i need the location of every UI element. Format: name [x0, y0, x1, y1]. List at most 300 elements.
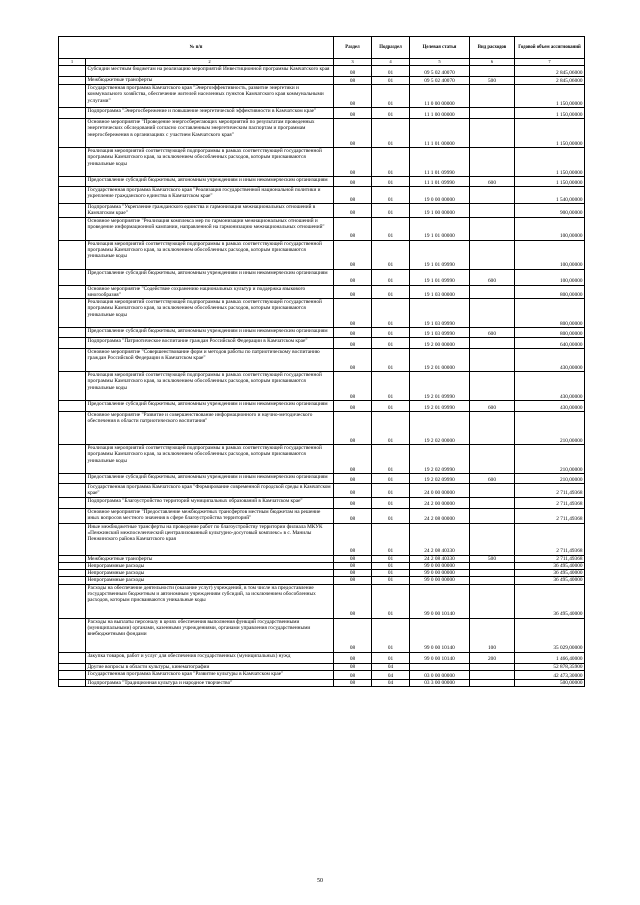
table-row: [59, 679, 585, 686]
table-row: [59, 349, 585, 372]
row-vid-cell: 600: [470, 328, 515, 338]
row-amount-cell: 430,00000: [515, 401, 585, 412]
row-target-cell: 11 1 00 00000: [410, 108, 470, 119]
row-podrazdel-cell: 01: [372, 372, 410, 401]
row-podrazdel-cell: 01: [372, 562, 410, 569]
row-amount-cell: 1 540,00000: [515, 187, 585, 204]
row-podrazdel-cell: 04: [372, 679, 410, 686]
row-target-cell: 19 1 03 09990: [410, 299, 470, 328]
row-vid-cell: [470, 285, 515, 299]
row-vid-cell: [470, 670, 515, 679]
table-row: [59, 119, 585, 148]
row-amount-cell: 36 495,40000: [515, 562, 585, 569]
row-razdel-cell: 08: [334, 204, 372, 218]
row-podrazdel-cell: 01: [372, 217, 410, 240]
row-target-cell: 19 1 03 09990: [410, 328, 470, 338]
row-target-cell: 09 5 02 40070: [410, 77, 470, 85]
row-target-cell: 19 1 00 00000: [410, 204, 470, 218]
row-razdel-cell: 08: [334, 177, 372, 187]
row-name-cell: Основное мероприятие "Проведение энергосберегающих мероприятий по результатам проведенных энергетических обследований согласно составленным энергетическим паспортам и программам энергосбережения в организациях с участием Камчатского края": [86, 119, 334, 148]
row-amount-cell: 1 150,00000: [515, 119, 585, 148]
row-name-cell: Непрограммные расходы: [86, 577, 334, 584]
row-number-cell: [59, 652, 86, 663]
row-target-cell: 19 1 01 00000: [410, 217, 470, 240]
row-target-cell: 11 0 00 00000: [410, 85, 470, 108]
row-vid-cell: [470, 148, 515, 177]
row-podrazdel-cell: 01: [372, 269, 410, 285]
header-razdel: Раздел: [334, 37, 372, 59]
table-row: [59, 445, 585, 474]
table-row: [59, 187, 585, 204]
row-razdel-cell: 08: [334, 652, 372, 663]
row-podrazdel-cell: 04: [372, 670, 410, 679]
row-target-cell: 99 0 00 10140: [410, 652, 470, 663]
row-number-cell: [59, 204, 86, 218]
row-number-cell: [59, 679, 86, 686]
row-podrazdel-cell: 01: [372, 338, 410, 349]
row-number-cell: [59, 148, 86, 177]
row-number-cell: [59, 474, 86, 484]
row-target-cell: 99 0 00 10140: [410, 618, 470, 652]
row-razdel-cell: 08: [334, 670, 372, 679]
row-razdel-cell: 08: [334, 108, 372, 119]
column-number: 2: [86, 59, 334, 66]
row-amount-cell: 36 495,40000: [515, 570, 585, 577]
row-name-cell: Государственная программа Камчатского края "Энергоэффективность, развитие энергетики и коммунального хозяйства, обеспечение жителей населенных пунктов Камчатского края коммунальными услугами": [86, 85, 334, 108]
row-podrazdel-cell: 01: [372, 570, 410, 577]
row-amount-cell: 100,00000: [515, 217, 585, 240]
row-name-cell: Государственная программа Камчатского края "Реализация государственной национальной политики и укрепление гражданского единства в Камчатском крае": [86, 187, 334, 204]
header-vid: Вид расходов: [470, 37, 515, 59]
table-row: [59, 663, 585, 670]
row-amount-cell: 2 711,49368: [515, 555, 585, 562]
row-vid-cell: [470, 349, 515, 372]
row-number-cell: [59, 570, 86, 577]
row-amount-cell: 2 845,06000: [515, 77, 585, 85]
row-name-cell: Реализация мероприятий соответствующей подпрограммы в рамках соответствующей государственной программы Камчатского края, за исключением обособленных расходов, которым присваиваются уникальные коды: [86, 299, 334, 328]
row-amount-cell: 100,00000: [515, 240, 585, 269]
row-target-cell: 19 1 03 00000: [410, 285, 470, 299]
page-number: 50: [317, 878, 323, 884]
row-number-cell: [59, 372, 86, 401]
table-row: [59, 338, 585, 349]
row-podrazdel-cell: 01: [372, 66, 410, 77]
row-razdel-cell: 08: [334, 474, 372, 484]
row-number-cell: [59, 618, 86, 652]
row-podrazdel-cell: 01: [372, 299, 410, 328]
row-podrazdel-cell: 01: [372, 401, 410, 412]
row-vid-cell: [470, 299, 515, 328]
row-podrazdel-cell: 01: [372, 77, 410, 85]
row-amount-cell: 210,00000: [515, 412, 585, 445]
row-razdel-cell: 08: [334, 562, 372, 569]
row-name-cell: Межбюджетные трансферты: [86, 77, 334, 85]
row-razdel-cell: 08: [334, 584, 372, 618]
row-name-cell: Подпрограмма "Энергосбережение и повышение энергетической эффективности в Камчатском крае": [86, 108, 334, 119]
row-podrazdel-cell: 01: [372, 497, 410, 508]
row-target-cell: 11 1 01 09990: [410, 177, 470, 187]
row-amount-cell: 35 029,00000: [515, 618, 585, 652]
column-number: 5: [410, 59, 470, 66]
row-amount-cell: 36 495,40000: [515, 584, 585, 618]
column-number: 7: [515, 59, 585, 66]
row-target-cell: 19 0 00 00000: [410, 187, 470, 204]
table-row: [59, 584, 585, 618]
table-row: [59, 77, 585, 85]
row-target-cell: 03 0 00 00000: [410, 670, 470, 679]
column-number: 4: [372, 59, 410, 66]
table-row: [59, 285, 585, 299]
row-name-cell: Закупка товаров, работ и услуг для обеспечения государственных (муниципальных) нужд: [86, 652, 334, 663]
table-row: [59, 555, 585, 562]
row-name-cell: Подпрограмма "Укрепление гражданского единства и гармонизация межнациональных отношений в Камчатском крае": [86, 204, 334, 218]
row-target-cell: 19 1 01 09990: [410, 240, 470, 269]
column-number: 3: [334, 59, 372, 66]
row-amount-cell: 800,00000: [515, 285, 585, 299]
row-target-cell: 03 3 00 00000: [410, 679, 470, 686]
row-amount-cell: 500,00000: [515, 679, 585, 686]
row-number-cell: [59, 240, 86, 269]
row-vid-cell: [470, 412, 515, 445]
row-target-cell: 24 2 00 00000: [410, 497, 470, 508]
row-target-cell: 09 5 02 40070: [410, 66, 470, 77]
row-name-cell: Реализация мероприятий соответствующей подпрограммы в рамках соответствующей государственной программы Камчатского края, за исключением обособленных расходов, которым присваиваются уникальные коды: [86, 240, 334, 269]
row-number-cell: [59, 555, 86, 562]
row-number-cell: [59, 508, 86, 523]
header-target: Целевая статья: [410, 37, 470, 59]
row-amount-cell: 2 711,49368: [515, 484, 585, 498]
row-target-cell: 24 2 08 40330: [410, 523, 470, 555]
row-podrazdel-cell: 01: [372, 349, 410, 372]
row-amount-cell: 100,00000: [515, 269, 585, 285]
row-vid-cell: [470, 562, 515, 569]
row-number-cell: [59, 85, 86, 108]
row-vid-cell: [470, 484, 515, 498]
table-row: [59, 570, 585, 577]
row-target-cell: 19 2 00 00000: [410, 338, 470, 349]
header-name: № п/п: [59, 37, 334, 59]
row-target-cell: 24 2 08 40330: [410, 555, 470, 562]
row-vid-cell: [470, 570, 515, 577]
row-razdel-cell: 08: [334, 508, 372, 523]
row-amount-cell: 2 845,06000: [515, 66, 585, 77]
row-vid-cell: 600: [470, 474, 515, 484]
row-target-cell: 99 0 00 00000: [410, 570, 470, 577]
budget-table: [58, 36, 585, 687]
row-name-cell: Государственная программа Камчатского края "Развитие культуры в Камчатском крае": [86, 670, 334, 679]
row-number-cell: [59, 108, 86, 119]
row-number-cell: [59, 412, 86, 445]
row-podrazdel-cell: 04: [372, 663, 410, 670]
row-podrazdel-cell: 01: [372, 204, 410, 218]
row-name-cell: Расходы на выплаты персоналу в целях обеспечения выполнения функций государственными (муниципальными) органами, казенными учреждениями, органами управления государственными внебюджетными фондами: [86, 618, 334, 652]
row-vid-cell: [470, 217, 515, 240]
table-row: [59, 484, 585, 498]
row-name-cell: Другие вопросы в области культуры, кинематографии: [86, 663, 334, 670]
row-vid-cell: [470, 497, 515, 508]
row-amount-cell: 2 711,49368: [515, 497, 585, 508]
row-vid-cell: [470, 584, 515, 618]
table-row: [59, 66, 585, 77]
table-row: [59, 670, 585, 679]
row-podrazdel-cell: 01: [372, 108, 410, 119]
row-vid-cell: [470, 508, 515, 523]
row-name-cell: Государственная программа Камчатского края "Формирование современной городской среды в Камчатском крае": [86, 484, 334, 498]
row-target-cell: 99 0 00 00000: [410, 562, 470, 569]
row-number-cell: [59, 663, 86, 670]
row-vid-cell: [470, 523, 515, 555]
row-vid-cell: [470, 338, 515, 349]
row-amount-cell: 1 150,00000: [515, 148, 585, 177]
row-razdel-cell: 08: [334, 349, 372, 372]
row-name-cell: Предоставление субсидий бюджетным, автономным учреждениям и иным некоммерческим организациям: [86, 474, 334, 484]
row-number-cell: [59, 401, 86, 412]
row-number-cell: [59, 299, 86, 328]
table-header-row: [59, 37, 585, 59]
row-razdel-cell: 08: [334, 148, 372, 177]
row-name-cell: Подпрограмма "Благоустройство территорий муниципальных образований в Камчатском крае": [86, 497, 334, 508]
row-amount-cell: 210,00000: [515, 474, 585, 484]
row-number-cell: [59, 77, 86, 85]
row-number-cell: [59, 523, 86, 555]
row-podrazdel-cell: 01: [372, 148, 410, 177]
row-amount-cell: 52 878,35900: [515, 663, 585, 670]
row-vid-cell: [470, 372, 515, 401]
row-podrazdel-cell: 01: [372, 187, 410, 204]
row-podrazdel-cell: 01: [372, 618, 410, 652]
row-number-cell: [59, 66, 86, 77]
row-amount-cell: 430,00000: [515, 349, 585, 372]
table-row: [59, 269, 585, 285]
row-podrazdel-cell: 01: [372, 85, 410, 108]
row-name-cell: Основное мероприятие "Содействие сохранению национальных культур и поддержка языкового многообразия": [86, 285, 334, 299]
table-row: [59, 299, 585, 328]
row-razdel-cell: 08: [334, 119, 372, 148]
row-target-cell: 11 1 01 09990: [410, 148, 470, 177]
row-vid-cell: [470, 240, 515, 269]
row-number-cell: [59, 584, 86, 618]
row-vid-cell: 600: [470, 177, 515, 187]
row-number-cell: [59, 187, 86, 204]
row-target-cell: 19 2 01 09990: [410, 372, 470, 401]
row-amount-cell: 800,00000: [515, 328, 585, 338]
table-row: [59, 652, 585, 663]
table-row: [59, 497, 585, 508]
row-amount-cell: 800,00000: [515, 299, 585, 328]
row-name-cell: Субсидии местным бюджетам на реализацию мероприятий Инвестиционной программы Камчатского края: [86, 66, 334, 77]
row-amount-cell: 2 711,49368: [515, 508, 585, 523]
row-podrazdel-cell: 01: [372, 285, 410, 299]
row-vid-cell: [470, 679, 515, 686]
row-razdel-cell: 08: [334, 338, 372, 349]
row-amount-cell: 1 150,00000: [515, 177, 585, 187]
row-name-cell: Межбюджетные трансферты: [86, 555, 334, 562]
row-number-cell: [59, 445, 86, 474]
row-razdel-cell: 08: [334, 497, 372, 508]
row-name-cell: Основное мероприятие "Совершенствование форм и методов работы по патриотическому воспитанию граждан Российской Федерации в Камчатском крае": [86, 349, 334, 372]
row-podrazdel-cell: 01: [372, 474, 410, 484]
row-target-cell: 99 0 00 10140: [410, 584, 470, 618]
row-name-cell: Реализация мероприятий соответствующей подпрограммы в рамках соответствующей государственной программы Камчатского края, за исключением обособленных расходов, которым присваиваются уникальные коды: [86, 445, 334, 474]
row-number-cell: [59, 177, 86, 187]
table-row: [59, 177, 585, 187]
row-amount-cell: 36 495,40000: [515, 577, 585, 584]
row-name-cell: Непрограммные расходы: [86, 570, 334, 577]
row-number-cell: [59, 328, 86, 338]
table-row: [59, 148, 585, 177]
row-name-cell: Непрограммные расходы: [86, 562, 334, 569]
row-name-cell: Подпрограмма "Патриотическое воспитание граждан Российской Федерации в Камчатском крае": [86, 338, 334, 349]
table-body: [59, 66, 585, 687]
row-target-cell: 24 0 00 00000: [410, 484, 470, 498]
row-razdel-cell: 08: [334, 663, 372, 670]
table-row: [59, 577, 585, 584]
row-podrazdel-cell: 01: [372, 577, 410, 584]
row-name-cell: Расходы на обеспечение деятельности (оказание услуг) учреждений, в том числе на предоставление государственным бюджетным и автономным учреждениям субсидий, за исключением обособленных расходов, которым присваиваются уникальные коды: [86, 584, 334, 618]
row-amount-cell: 430,00000: [515, 372, 585, 401]
row-target-cell: 19 2 02 00000: [410, 412, 470, 445]
row-razdel-cell: 08: [334, 66, 372, 77]
row-razdel-cell: 08: [334, 679, 372, 686]
row-name-cell: Предоставление субсидий бюджетным, автономным учреждениям и иным некоммерческим организациям: [86, 328, 334, 338]
row-number-cell: [59, 484, 86, 498]
table-row: [59, 474, 585, 484]
table-row: [59, 401, 585, 412]
row-razdel-cell: 08: [334, 555, 372, 562]
row-podrazdel-cell: 01: [372, 445, 410, 474]
row-target-cell: 11 1 01 00000: [410, 119, 470, 148]
row-target-cell: 19 2 02 09990: [410, 474, 470, 484]
row-podrazdel-cell: 01: [372, 508, 410, 523]
row-razdel-cell: 08: [334, 299, 372, 328]
row-amount-cell: 2 711,49368: [515, 523, 585, 555]
row-razdel-cell: 08: [334, 570, 372, 577]
row-target-cell: 19 2 01 09990: [410, 401, 470, 412]
row-target-cell: 19 2 01 00000: [410, 349, 470, 372]
table-row: [59, 618, 585, 652]
row-amount-cell: 210,00000: [515, 445, 585, 474]
table-row: [59, 85, 585, 108]
row-vid-cell: 500: [470, 555, 515, 562]
row-razdel-cell: 08: [334, 240, 372, 269]
row-number-cell: [59, 269, 86, 285]
row-number-cell: [59, 349, 86, 372]
row-podrazdel-cell: 01: [372, 328, 410, 338]
table-row: [59, 562, 585, 569]
table-row: [59, 508, 585, 523]
row-razdel-cell: 08: [334, 285, 372, 299]
column-number: 6: [470, 59, 515, 66]
row-razdel-cell: 08: [334, 445, 372, 474]
row-name-cell: Основное мероприятие "Предоставление межбюджетных трансфертов местным бюджетам на решение иных вопросов местного значения в сфере благоустройства территорий": [86, 508, 334, 523]
row-razdel-cell: 08: [334, 618, 372, 652]
row-amount-cell: 640,00000: [515, 338, 585, 349]
column-number: 1: [59, 59, 86, 66]
row-vid-cell: [470, 445, 515, 474]
row-name-cell: Предоставление субсидий бюджетным, автономным учреждениям и иным некоммерческим организациям: [86, 401, 334, 412]
table-row: [59, 204, 585, 218]
row-amount-cell: 900,00000: [515, 204, 585, 218]
row-vid-cell: [470, 663, 515, 670]
table-row: [59, 523, 585, 555]
table-row: [59, 217, 585, 240]
row-podrazdel-cell: 01: [372, 484, 410, 498]
row-name-cell: Предоставление субсидий бюджетным, автономным учреждениям и иным некоммерческим организациям: [86, 269, 334, 285]
row-name-cell: Предоставление субсидий бюджетным, автономным учреждениям и иным некоммерческим организациям: [86, 177, 334, 187]
row-target-cell: 99 0 00 00000: [410, 577, 470, 584]
row-razdel-cell: 08: [334, 401, 372, 412]
row-number-cell: [59, 577, 86, 584]
row-podrazdel-cell: 01: [372, 584, 410, 618]
row-target-cell: 19 2 02 09990: [410, 445, 470, 474]
table-row: [59, 328, 585, 338]
row-number-cell: [59, 562, 86, 569]
row-razdel-cell: 08: [334, 77, 372, 85]
row-name-cell: Основное мероприятие "Развитие и совершенствование информационного и научно-методического обеспечения в области патриотического воспитания": [86, 412, 334, 445]
row-name-cell: Реализация мероприятий соответствующей подпрограммы в рамках соответствующей государственной программы Камчатского края, за исключением обособленных расходов, которым присваиваются уникальные коды: [86, 148, 334, 177]
row-target-cell: 19 1 01 09990: [410, 269, 470, 285]
row-vid-cell: [470, 187, 515, 204]
row-vid-cell: 600: [470, 269, 515, 285]
table-row: [59, 240, 585, 269]
row-vid-cell: [470, 577, 515, 584]
row-razdel-cell: 08: [334, 217, 372, 240]
row-amount-cell: 1 150,00000: [515, 108, 585, 119]
row-razdel-cell: 08: [334, 269, 372, 285]
row-vid-cell: 500: [470, 77, 515, 85]
row-podrazdel-cell: 01: [372, 177, 410, 187]
row-number-cell: [59, 497, 86, 508]
row-razdel-cell: 08: [334, 187, 372, 204]
row-razdel-cell: 08: [334, 328, 372, 338]
row-name-cell: Реализация мероприятий соответствующей подпрограммы в рамках соответствующей государственной программы Камчатского края, за исключением обособленных расходов, которым присваиваются уникальные коды: [86, 372, 334, 401]
row-number-cell: [59, 285, 86, 299]
row-vid-cell: [470, 108, 515, 119]
row-podrazdel-cell: 01: [372, 555, 410, 562]
row-amount-cell: 1 150,00000: [515, 85, 585, 108]
header-amount: Годовой объем ассигнований: [515, 37, 585, 59]
row-razdel-cell: 08: [334, 412, 372, 445]
row-number-cell: [59, 670, 86, 679]
table-row: [59, 372, 585, 401]
row-vid-cell: 200: [470, 652, 515, 663]
row-razdel-cell: 08: [334, 85, 372, 108]
row-vid-cell: [470, 66, 515, 77]
row-vid-cell: [470, 204, 515, 218]
row-vid-cell: 600: [470, 401, 515, 412]
row-razdel-cell: 08: [334, 523, 372, 555]
column-number-row: [59, 59, 585, 66]
row-amount-cell: 42 473,30000: [515, 670, 585, 679]
row-number-cell: [59, 217, 86, 240]
row-vid-cell: [470, 85, 515, 108]
row-number-cell: [59, 338, 86, 349]
row-podrazdel-cell: 01: [372, 119, 410, 148]
row-name-cell: Иные межбюджетные трансферты на проведение работ по благоустройству территории филиала МКУК «Пенжинский межпоселенческий централизованный культурно-досуговый комплекс» в с. Манилы Пенжинского района Камчатского края: [86, 523, 334, 555]
row-name-cell: Основное мероприятие "Реализация комплекса мер по гармонизации межнациональных отношений и проведение информационной кампании, направленной на гармонизацию межнациональных отношений": [86, 217, 334, 240]
row-razdel-cell: 08: [334, 577, 372, 584]
row-number-cell: [59, 119, 86, 148]
row-razdel-cell: 08: [334, 372, 372, 401]
row-target-cell: 24 2 08 00000: [410, 508, 470, 523]
table-row: [59, 412, 585, 445]
row-podrazdel-cell: 01: [372, 240, 410, 269]
row-target-cell: [410, 663, 470, 670]
row-amount-cell: 1 466,40000: [515, 652, 585, 663]
table-row: [59, 108, 585, 119]
row-podrazdel-cell: 01: [372, 412, 410, 445]
row-razdel-cell: 08: [334, 484, 372, 498]
